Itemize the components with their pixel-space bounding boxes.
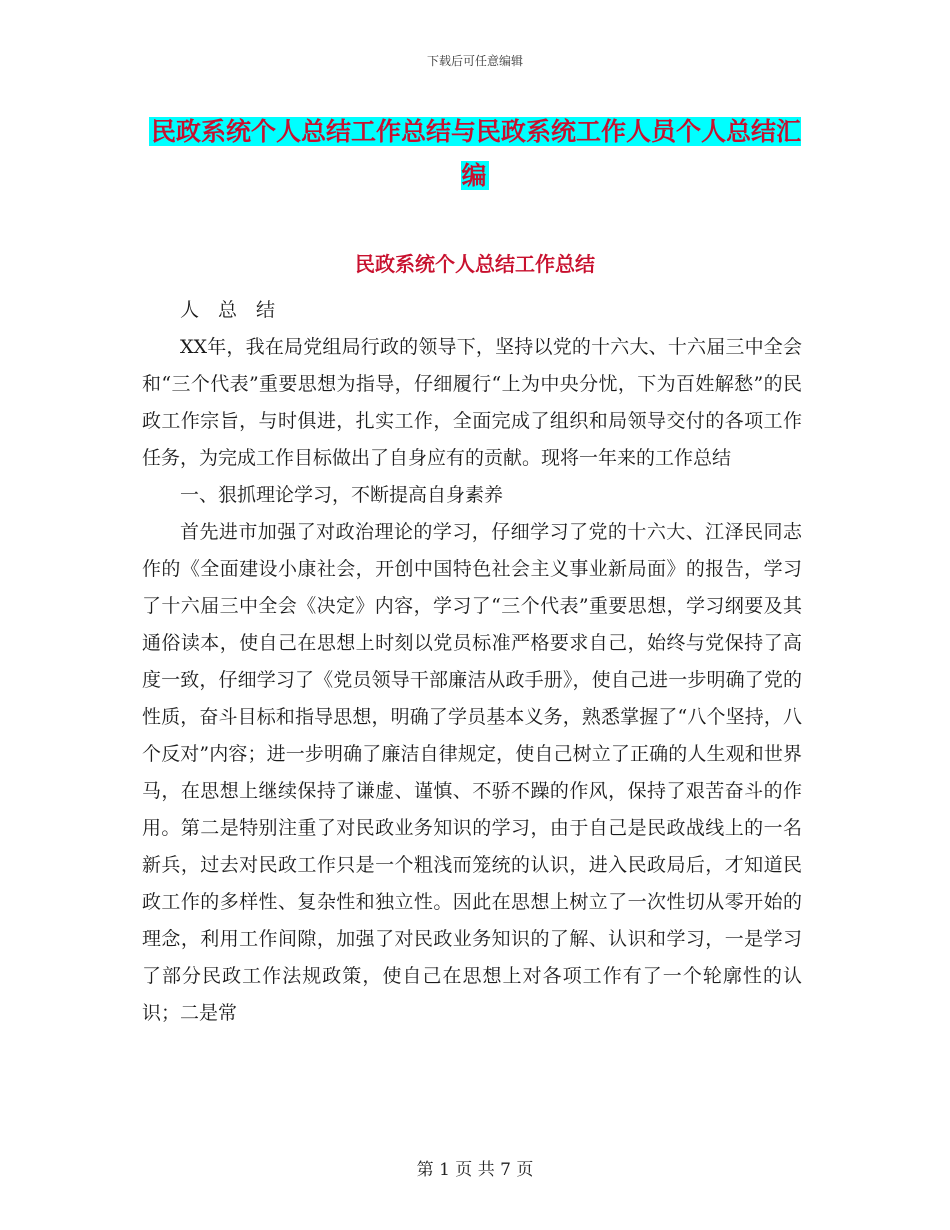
document-title bbox=[140, 110, 810, 198]
section-title: 民政系统个人总结工作总结 bbox=[355, 252, 595, 276]
document-body bbox=[142, 292, 802, 1032]
paragraph: 一、狠抓理论学习，不断提高自身素养 bbox=[180, 484, 504, 506]
document-title-text: 民政系统个人总结工作总结与民政系统工作人员个人总结汇编 bbox=[150, 117, 801, 190]
header-note: 下载后可任意编辑 bbox=[426, 54, 523, 68]
page-number-footer: 第 1 页 共 7 页 bbox=[416, 1160, 534, 1180]
paragraph: 人 总 结 bbox=[180, 299, 276, 321]
paragraph: 首先进市加强了对政治理论的学习，仔细学习了党的十六大、江泽民同志作的《全面建设小康社会，开创中国特色社会主义事业新局面》的报告，学习了十六届三中全会《决定》内容，学习了“三个代表”重要思想，学习纲要及其通俗读本，使自己在思想上时刻以党员标准严格要求自己，始终与党保持了高度一致，仔细学习了《党员领导干部廉洁从政手册》，使自己进一步明确了党的性质，奋斗目标和指导思想，明确了学员基本义务，熟悉掌握了“八个坚持，八个反对”内容；进一步明确了廉洁自律规定，使自己树立了正确的人生观和世界马，在思想上继续保持了谦虚、谨慎、不骄不躁的作风，保持了艰苦奋斗的作用。第二是特别注重了对民政业务知识的学习，由于自己是民政战线上的一名新兵，过去对民政工作只是一个粗浅而笼统的认识，进入民政局后，才知道民政工作的多样性、复杂性和独立性。因此在思想上树立了一次性切从零开始的理念，利用工作间隙，加强了对民政业务知识的了解、认识和学习，一是学习了部分民政工作法规政策，使自己在思想上对各项工作有了一个轮廓性的认识；二是常 bbox=[142, 521, 802, 1024]
paragraph: XX年，我在局党组局行政的领导下，坚持以党的十六大、十六届三中全会和“三个代表”重要思想为指导，仔细履行“上为中央分忧，下为百姓解愁”的民政工作宗旨，与时俱进，扎实工作，全面完成了组织和局领导交付的各项工作任务，为完成工作目标做出了自身应有的贡献。现将一年来的工作总结 bbox=[142, 336, 802, 469]
